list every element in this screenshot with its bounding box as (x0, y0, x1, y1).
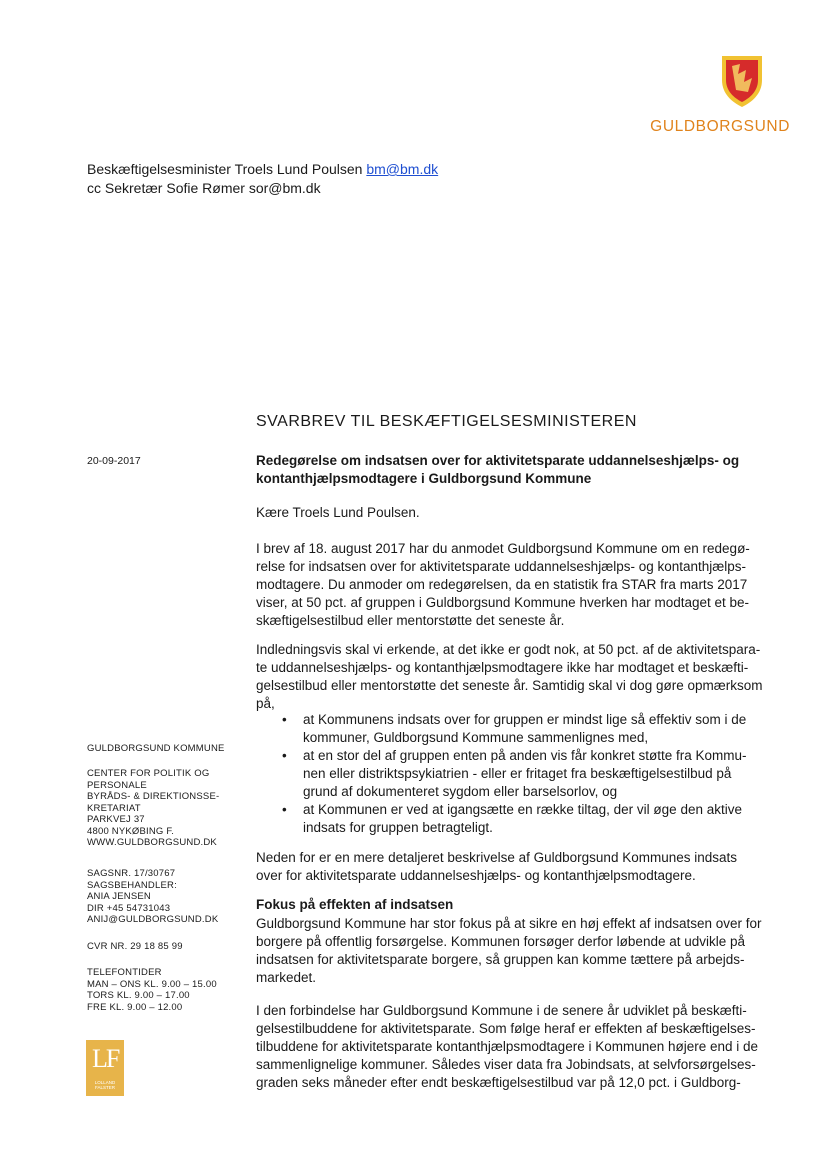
sidebar-dept (87, 768, 257, 849)
paragraph-3 (256, 849, 786, 885)
lf-caption-line: LOLLAND (94, 1080, 116, 1085)
text-line: over for aktivitetsparate uddannelseshjælps- og kontanthjælpsmodtagere. (256, 868, 696, 883)
bullet-item (256, 747, 776, 801)
sidebar-phone: DIR +45 54731043 (87, 902, 171, 914)
bullet-item (256, 801, 776, 837)
text-line: gelsestilbuddene for aktivitetsparate. Som følge heraf er effekten af beskæftigelses- (256, 1021, 756, 1036)
bullet-list (256, 711, 776, 837)
text-line: nen eller distriktspsykiatrien - eller er fritaget fra beskæftigelsestilbud på (303, 766, 732, 781)
text-line: modtagere. Du anmoder om redegørelsen, da en statistik fra STAR fra marts 2017 (256, 577, 748, 592)
text-line: Neden for er en mere detaljeret beskrivelse af Guldborgsund Kommunes indsats (256, 850, 738, 865)
salutation: Kære Troels Lund Poulsen. (256, 505, 420, 520)
text-line: på, (256, 696, 275, 711)
letter-date: 20-09-2017 (87, 455, 141, 467)
bullet-icon: • (282, 712, 287, 727)
org-name: GULDBORGSUND KOMMUNE (87, 743, 225, 754)
cc-line: cc Sekretær Sofie Rømer sor@bm.dk (87, 180, 321, 196)
lf-logo-caption (88, 1080, 122, 1090)
sidebar-line: PARKVEJ 37 (87, 814, 145, 825)
sidebar-cvr (87, 941, 257, 953)
text-line: at en stor del af gruppen enten på anden vis får konkret støtte fra Kommu- (303, 748, 747, 763)
municipality-shield-icon (718, 52, 798, 115)
recipient-email-link[interactable]: bm@bm.dk (366, 161, 439, 177)
sidebar-line: SAGSBEHANDLER: (87, 879, 177, 891)
text-line: kommuner, Guldborgsund Kommune sammenlignes med, (303, 730, 649, 745)
bullet-icon: • (282, 802, 287, 817)
text-line: relse for indsatsen over for aktivitetsparate uddannelseshjælps- og kontanthjælps- (256, 559, 747, 574)
shield-crest-icon (718, 52, 766, 110)
lf-logo-letters: LF (92, 1044, 119, 1073)
sidebar-line: PERSONALE (87, 779, 147, 791)
text-line: markedet. (256, 970, 317, 985)
bullet-icon: • (282, 748, 287, 763)
sidebar-org (87, 743, 257, 755)
sidebar-case (87, 868, 257, 926)
sidebar-line: MAN – ONS KL. 9.00 – 15.00 (87, 978, 217, 990)
sidebar-line: ANIA JENSEN (87, 891, 151, 902)
text-line: borgere på offentlig forsørgelse. Kommunen forsøger derfor løbende at udvikle på (256, 934, 746, 949)
text-line: Guldborgsund Kommune har stor fokus på at sikre en høj effekt af indsatsen over for (256, 916, 762, 931)
sidebar-line: FRE KL. 9.00 – 12.00 (87, 1001, 183, 1013)
text-line: I den forbindelse har Guldborgsund Kommune i de senere år udviklet på beskæfti- (256, 1003, 747, 1018)
sidebar-line: BYRÅDS- & DIREKTIONSSE- (87, 791, 220, 802)
text-line: graden seks måneder efter endt beskæftigelsestilbud var på 12,0 pct. i Guldborg- (256, 1075, 741, 1090)
letter-subject (256, 452, 776, 488)
text-line: at Kommunen er ved at igangsætte en række tiltag, der vil øge den aktive (303, 802, 742, 817)
text-line: at Kommunens indsats over for gruppen er mindst lige så effektiv som i de (303, 712, 747, 727)
logo-wordmark: GULDBORGSUND (650, 118, 790, 135)
sidebar-line: TORS KL. 9.00 – 17.00 (87, 990, 190, 1001)
sidebar-website: WWW.GULDBORGSUND.DK (87, 837, 217, 848)
paragraph-2 (256, 641, 786, 713)
text-line: viser, at 50 pct. af gruppen i Guldborgsund Kommune hverken har modtaget et be- (256, 595, 750, 610)
text-line: skæftigelsestilbud eller mentorstøtte det seneste år. (256, 613, 565, 628)
section-heading: Fokus på effekten af indsatsen (256, 897, 454, 912)
text-line: I brev af 18. august 2017 har du anmodet Guldborgsund Kommune om en redegø- (256, 541, 750, 556)
subject-line: Redegørelse om indsatsen over for aktivitetsparate uddannelseshjælps- og (256, 453, 740, 468)
bullet-item (256, 711, 776, 747)
text-line: Indledningsvis skal vi erkende, at det ikke er godt nok, at 50 pct. af de aktivitetspara- (256, 642, 761, 657)
text-line: indsats for gruppen betragteligt. (303, 820, 493, 835)
cvr-number: CVR NR. 29 18 85 99 (87, 941, 183, 952)
text-line: sammenlignelige kommuner. Således viser data fra Jobindsats, at selvforsørgelses- (256, 1057, 756, 1072)
text-line: tilbuddene for aktivitetsparate kontanthjælpsmodtagere i Kommunen højere end i de (256, 1039, 759, 1054)
sidebar-hours (87, 967, 257, 1013)
lf-caption-line: FALSTER (94, 1085, 115, 1090)
text-line: te uddannelseshjælps- og kontanthjælpsmodtagere ikke har modtaget et beskæfti- (256, 660, 749, 675)
sidebar-line: CENTER FOR POLITIK OG (87, 768, 210, 779)
lolland-falster-logo (86, 1040, 124, 1096)
sidebar-line: TELEFONTIDER (87, 967, 162, 978)
paragraph-5 (256, 1002, 786, 1092)
sidebar-line: SAGSNR. 17/30767 (87, 868, 176, 879)
sidebar-email: ANIJ@GULDBORGSUND.DK (87, 914, 219, 925)
sidebar-line: 4800 NYKØBING F. (87, 825, 175, 837)
recipient-line (87, 160, 438, 179)
text-line: indsatsen for aktivitetsparate borgere, så gruppen kan komme tættere på arbejds- (256, 952, 745, 967)
text-line: gelsestilbud eller mentorstøtte det seneste år. Samtidig skal vi dog gøre opmærksom (256, 678, 763, 693)
subject-line: kontanthjælpsmodtagere i Guldborgsund Kommune (256, 471, 592, 486)
sidebar-line: KRETARIAT (87, 802, 141, 814)
paragraph-1 (256, 540, 786, 630)
recipient-name: Beskæftigelsesminister Troels Lund Poulsen (87, 161, 367, 177)
letter-heading: SVARBREV TIL BESKÆFTIGELSESMINISTEREN (256, 413, 637, 430)
recipients-block (87, 160, 438, 198)
text-line: grund af dokumenteret sygdom eller barselsorlov, og (303, 784, 618, 799)
paragraph-4 (256, 915, 786, 987)
